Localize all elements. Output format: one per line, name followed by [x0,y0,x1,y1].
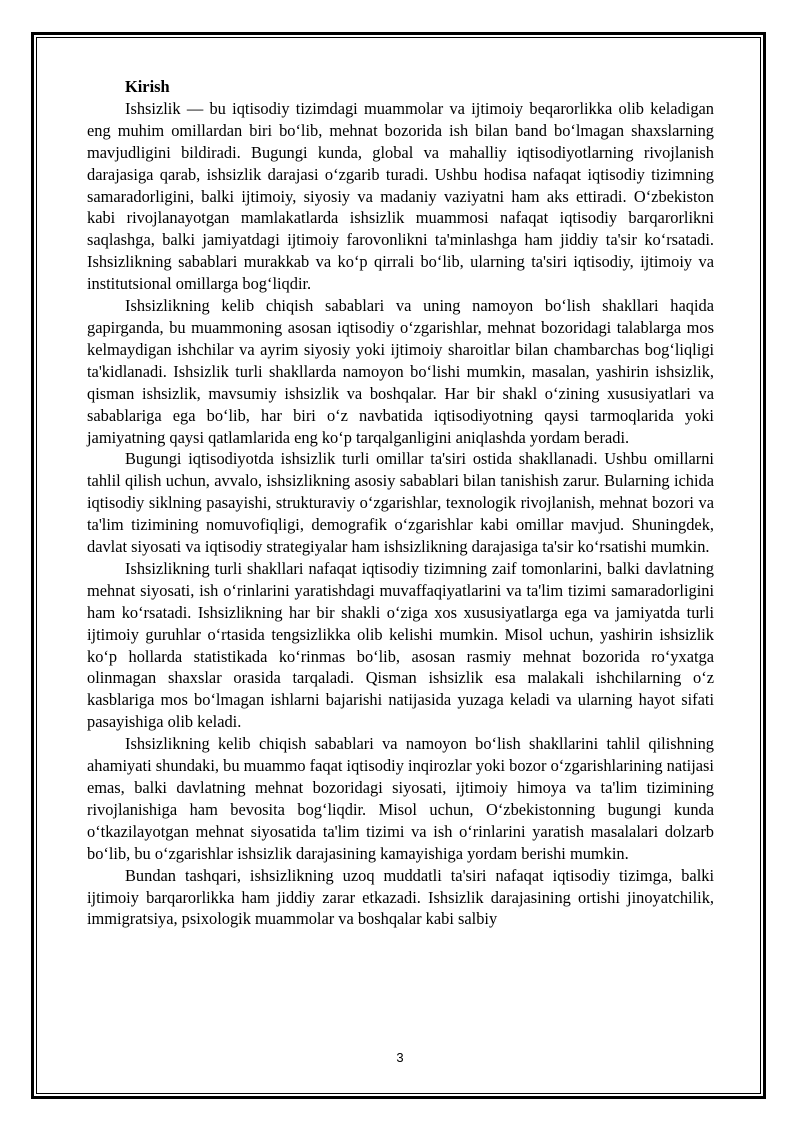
paragraph-5: Ishsizlikning kelib chiqish sabablari va namoyon bo‘lish shakllarini tahlil qilishning ahamiyati shundaki, bu muammo faqat iqtisodiy inqirozlar yoki bozor o‘zgarishlarining natijasi emas, balki davlatning mehnat bozoridagi siyosati, ijtimoiy himoya va ta'lim tizimining rivojlanishiga ham bevosita bog‘liqdir. Misol uchun, O‘zbekistonning bugungi kunda o‘tkazilayotgan mehnat siyosatida ta'lim tizimi va ish o‘rinlarini yaratish masalalari dolzarb bo‘lib, bu o‘zgarishlar ishsizlik darajasining kamayishiga yordam berishi mumkin. [87,734,714,863]
paragraph-1: Ishsizlik — bu iqtisodiy tizimdagi muammolar va ijtimoiy beqarorlikka olib keladigan eng muhim omillardan biri bo‘lib, mehnat bozorida ish bilan band bo‘lmagan shaxslarning mavjudligini bildiradi. Bugungi kunda, global va mahalliy iqtisodiyotlarning rivojlanish darajasiga qarab, ishsizlik darajasi o‘zgarib turadi. Ushbu hodisa nafaqat iqtisodiy tizimning samaradorligini, balki ijtimoiy, siyosiy va madaniy vaziyatni ham aks ettiradi. O‘zbekiston kabi rivojlanayotgan mamlakatlarda ishsizlik muammosi nafaqat iqtisodiy barqarorlikni saqlashga, balki jamiyatdagi ijtimoiy farovonlikni ta'minlashga ham jiddiy ta'sir ko‘rsatadi. Ishsizlikning sabablari murakkab va ko‘p qirrali bo‘lib, ularning ta'siri iqtisodiy, ijtimoiy va institutsional omillarga bog‘liqdir. [87,98,714,294]
document-body [87,76,714,930]
page-number: 3 [396,1050,404,1065]
section-heading: Kirish [125,77,170,96]
paragraph-2: Ishsizlikning kelib chiqish sabablari va uning namoyon bo‘lish shakllari haqida gapirganda, bu muammoning asosan iqtisodiy o‘zgarishlar, mehnat bozoridagi talablarga mos kelmaydigan ishchilar va ayrim siyosiy yoki ijtimoiy sharoitlar bilan chambarchas bog‘liqligi ta'kidlanadi. Ishsizlik turli shakllarda namoyon bo‘lishi mumkin, masalan, yashirin ishsizlik, qisman ishsizlik, mavsumiy ishsizlik va boshqalar. Har bir shakl o‘zining xususiyatlari va sabablariga ega bo‘lib, har biri o‘z navbatida iqtisodiyotning qaysi tarmoqlarida yoki jamiyatning qaysi qatlamlarida eng ko‘p tarqalganligini aniqlashda yordam beradi. [87,296,714,447]
paragraph-4: Ishsizlikning turli shakllari nafaqat iqtisodiy tizimning zaif tomonlarini, balki davlatning mehnat siyosati, ish o‘rinlarini yaratishdagi muvaffaqiyatlarini va ta'lim tizimi samaradorligini ham ko‘rsatadi. Ishsizlikning har bir shakli o‘ziga xos xususiyatlarga ega va jamiyatda turli ijtimoiy guruhlar o‘rtasida tengsizlikka olib kelishi mumkin. Misol uchun, yashirin ishsizlik ko‘p hollarda statistikada ko‘rinmas bo‘lib, asosan rasmiy mehnat bozorida ro‘yxatga olinmagan shaxslar orasida tarqaladi. Qisman ishsizlik esa malakali ishchilarning o‘z kasblariga mos bo‘lmagan ishlarni bajarishi natijasida yuzaga keladi va ularning hayot sifati pasayishiga olib keladi. [87,558,714,732]
paragraph-6: Bundan tashqari, ishsizlikning uzoq muddatli ta'siri nafaqat iqtisodiy tizimga, balki ijtimoiy barqarorlikka ham jiddiy zarar etkazadi. Ishsizlik darajasining ortishi jinoyatchilik, immigratsiya, psixologik muammolar va boshqalar kabi salbiy [87,865,714,929]
paragraph-3: Bugungi iqtisodiyotda ishsizlik turli omillar ta'siri ostida shakllanadi. Ushbu omillarni tahlil qilish uchun, avvalo, ishsizlikning asosiy sabablari bilan tanishish zarur. Bularning ichida iqtisodiy siklning pasayishi, strukturaviy o‘zgarishlar, texnologik rivojlanish, mehnat bozori va ta'lim tizimining nomuvofiqligi, demografik o‘zgarishlar kabi omillar mavjud. Shuningdek, davlat siyosati va iqtisodiy strategiyalar ham ishsizlikning darajasiga ta'sir ko‘rsatishi mumkin. [87,449,714,557]
